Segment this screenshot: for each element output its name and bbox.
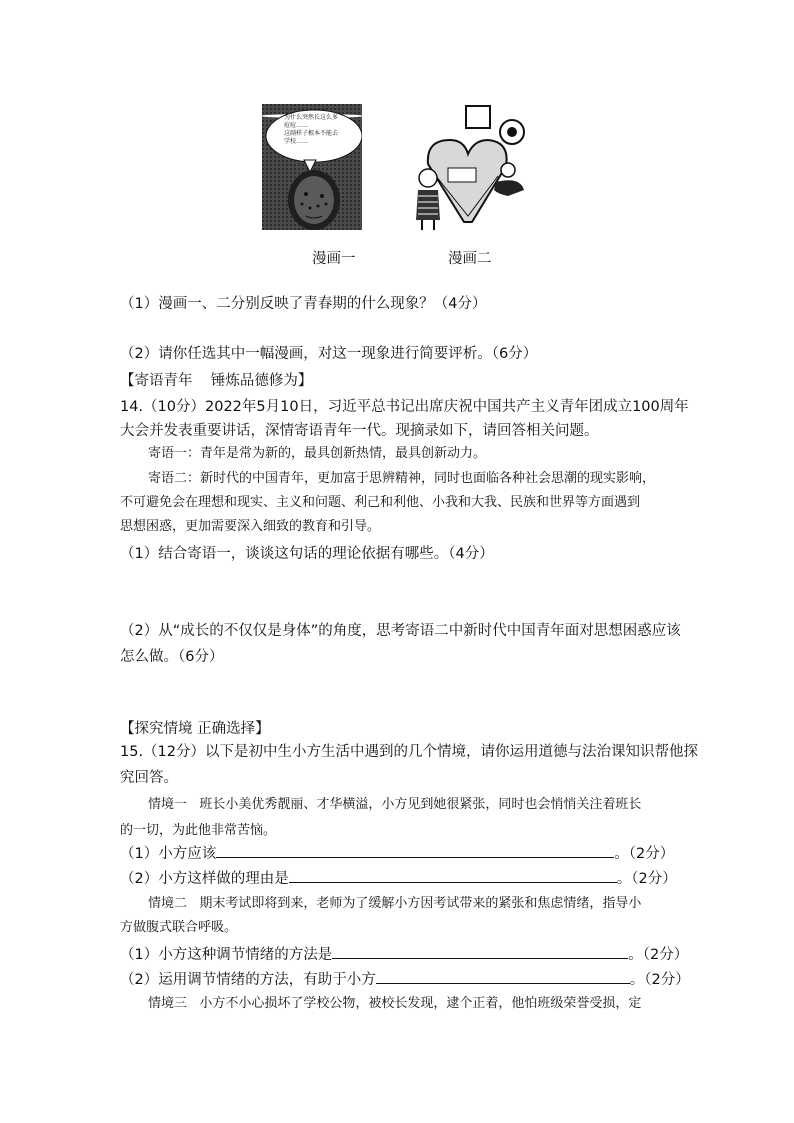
points: 。（2分） bbox=[616, 871, 677, 887]
scenario-two-q1 bbox=[120, 944, 688, 965]
scenario-one-q2 bbox=[120, 868, 677, 889]
comic-two-image bbox=[408, 104, 526, 232]
speech-bubble-text bbox=[284, 114, 338, 146]
scenario-two-q2 bbox=[120, 969, 690, 990]
question-text: （2）小方这样做的理由是 bbox=[120, 871, 289, 887]
text-line: 寄语二：新时代的中国青年，更加富于思辨精神，同时也面临各种社会思潮的现实影响， bbox=[148, 471, 656, 486]
text-line: （2）从“成长的不仅仅是身体”的角度，思考寄语二中新时代中国青年面对思想困惑应该 bbox=[120, 623, 681, 639]
question-text: （2）运用调节情绪的方法，有助于小方 bbox=[120, 972, 376, 988]
bubble-line: 学校…… bbox=[284, 138, 309, 145]
text-line: 大会并发表重要讲话，深情寄语青年一代。现摘录如下，请回答相关问题。 bbox=[120, 423, 599, 439]
scenario-one bbox=[120, 795, 641, 841]
q13-sub1: （1）漫画一、二分别反映了青春期的什么现象？（4分） bbox=[120, 296, 487, 312]
q14-stem bbox=[120, 397, 689, 441]
answer-blank[interactable] bbox=[376, 969, 630, 984]
comic-illustrations bbox=[262, 104, 522, 240]
q14-sub1: （1）结合寄语一，谈谈这句话的理论依据有哪些。（4分） bbox=[120, 546, 494, 562]
q14-sub2 bbox=[120, 621, 681, 667]
points: 。（2分） bbox=[614, 846, 675, 862]
question-text: （1）小方应该 bbox=[120, 846, 217, 862]
bubble-line: 痘痘…… bbox=[284, 122, 309, 129]
answer-blank[interactable] bbox=[332, 944, 628, 959]
points: 。（2分） bbox=[628, 947, 689, 963]
comic-two-caption: 漫画二 bbox=[448, 251, 492, 267]
text-line: 究回答。 bbox=[120, 770, 178, 786]
text-line: 15.（12分）以下是初中生小方生活中遇到的几个情境，请你运用道德与法治课知识帮他探 bbox=[120, 744, 699, 760]
bubble-line: 这副样子根本不能去 bbox=[284, 130, 339, 137]
comic-one-caption: 漫画一 bbox=[312, 251, 356, 267]
scenario-one-q1 bbox=[120, 843, 674, 864]
scenario-three: 情境三 小方不小心损坏了学校公物，被校长发现，逮个正着，他怕班级荣誉受损，定 bbox=[148, 996, 642, 1011]
section-title: 【寄语青年 锤炼品德修为】 bbox=[120, 373, 313, 389]
text-line: 的一切，为此他非常苦恼。 bbox=[120, 823, 277, 838]
text-line: 14.（10分）2022年5月10日，习近平总书记出席庆祝中国共产主义青年团成立100周年 bbox=[120, 399, 689, 415]
text-line: 不可避免会在理想和现实、主义和问题、利己和利他、小我和大我、民族和世界等方面遇到 bbox=[120, 495, 641, 510]
text-line: 思想困惑，更加需要深入细致的教育和引导。 bbox=[120, 519, 381, 534]
q13-sub2: （2）请你任选其中一幅漫画，对这一现象进行简要评析。（6分） bbox=[120, 346, 538, 362]
q14-quote2 bbox=[120, 469, 655, 537]
text-line: 情境一 班长小美优秀靓丽、才华横溢，小方见到她很紧张，同时也会悄悄关注着班长 bbox=[148, 797, 642, 812]
points: 。（2分） bbox=[629, 972, 690, 988]
text-line: 怎么做。（6分） bbox=[120, 649, 224, 665]
q14-quote1: 寄语一：青年是常为新的，最具创新热情，最具创新动力。 bbox=[148, 446, 487, 461]
q15-stem bbox=[120, 742, 698, 788]
answer-blank[interactable] bbox=[216, 843, 614, 858]
question-text: （1）小方这种调节情绪的方法是 bbox=[120, 947, 333, 963]
text-line: 方做腹式联合呼吸。 bbox=[120, 920, 238, 935]
answer-blank[interactable] bbox=[289, 868, 617, 883]
bubble-line: 为什么突然长这么多 bbox=[284, 114, 339, 121]
section-title: 【探究情境 正确选择】 bbox=[120, 721, 270, 737]
text-line: 情境二 期末考试即将到来，老师为了缓解小方因考试带来的紧张和焦虑情绪，指导小 bbox=[148, 896, 642, 911]
scenario-two bbox=[120, 894, 641, 938]
